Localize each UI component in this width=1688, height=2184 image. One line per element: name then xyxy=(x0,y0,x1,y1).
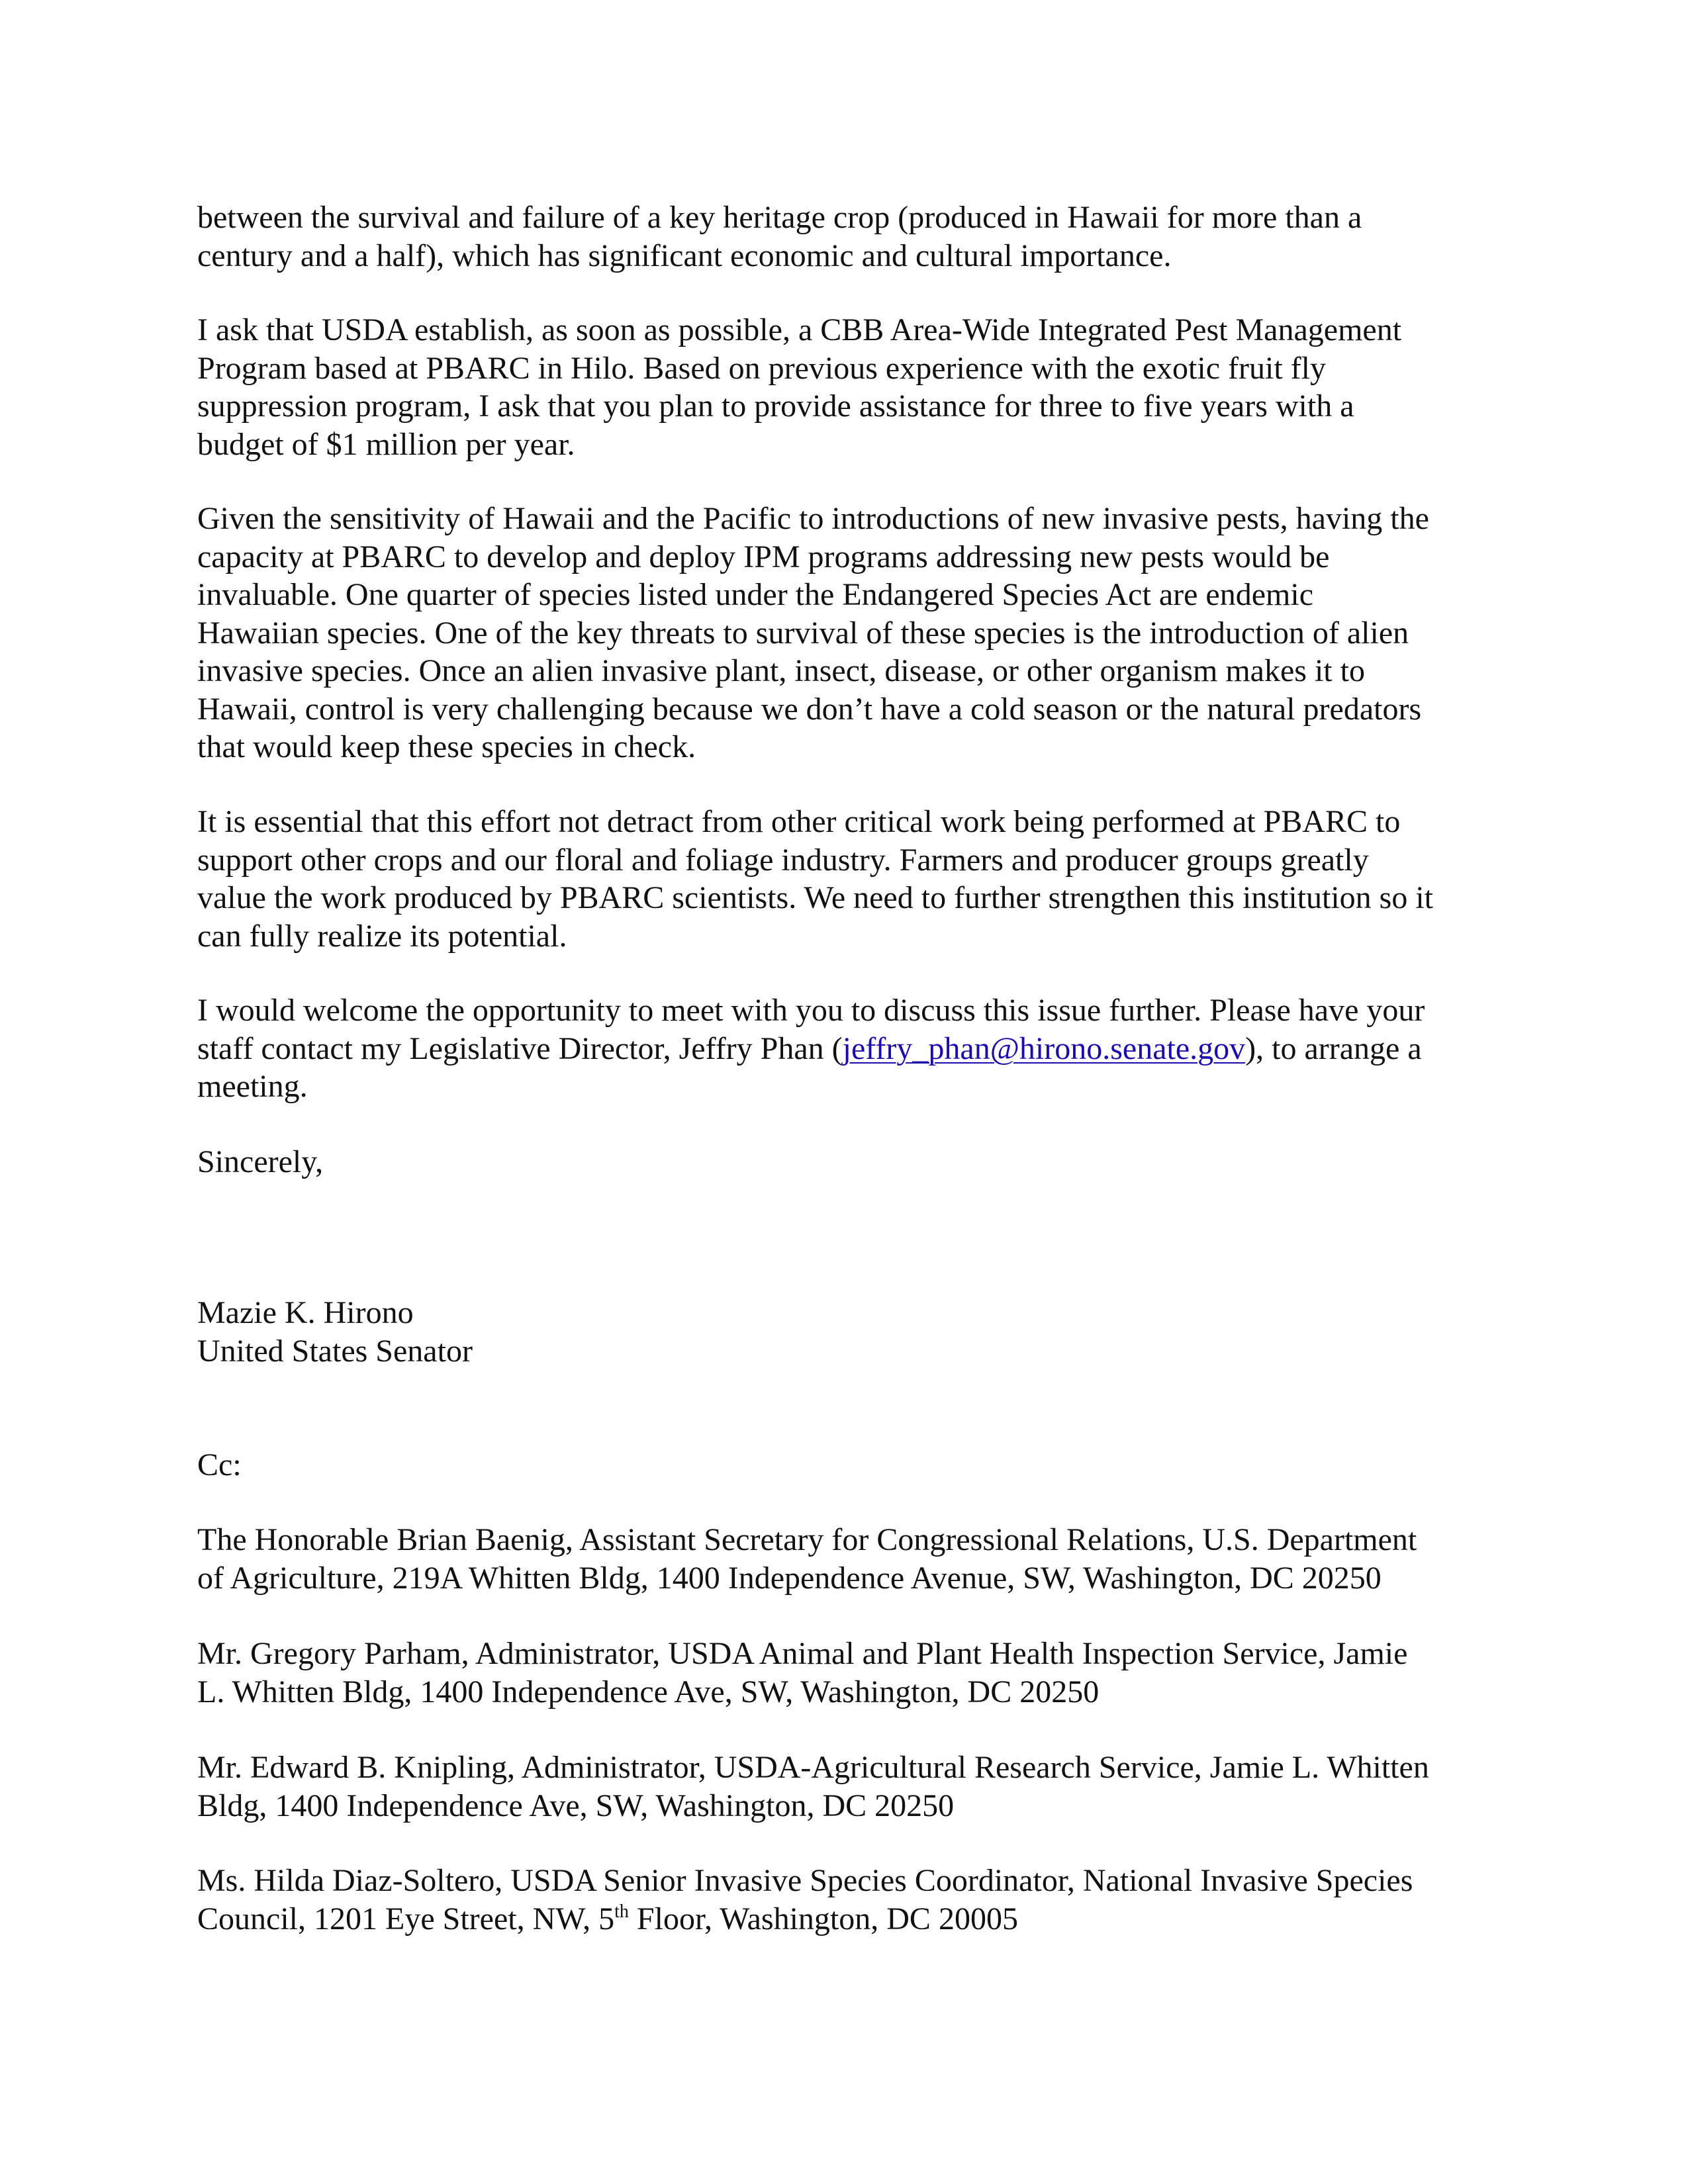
signature-block xyxy=(197,1294,1495,1370)
text-line: invaluable. One quarter of species listed under the Endangered Species Act are endemic xyxy=(197,577,1313,612)
text-line: budget of $1 million per year. xyxy=(197,426,575,462)
text-line: value the work produced by PBARC scientists. We need to further strengthen this institution so it xyxy=(197,880,1434,915)
text-line: Program based at PBARC in Hilo. Based on previous experience with the exotic fruit fly xyxy=(197,350,1326,386)
text-line: Mr. Edward B. Knipling, Administrator, USDA-Agricultural Research Service, Jamie L. Whitten xyxy=(197,1750,1429,1785)
cc-label-text: Cc: xyxy=(197,1447,242,1482)
text-line: century and a half), which has significant economic and cultural importance. xyxy=(197,238,1172,273)
text-line-with-superscript xyxy=(197,1900,1495,1938)
text-line: Mr. Gregory Parham, Administrator, USDA Animal and Plant Health Inspection Service, Jamie xyxy=(197,1636,1408,1671)
paragraph-meeting-request xyxy=(197,991,1495,1106)
text-line: capacity at PBARC to develop and deploy IPM programs addressing new pests would be xyxy=(197,539,1330,574)
cc-recipient-baenig xyxy=(197,1521,1495,1597)
cc-recipient-parham xyxy=(197,1635,1495,1711)
closing-text: Sincerely, xyxy=(197,1144,324,1179)
cc-recipient-diaz-soltero xyxy=(197,1862,1495,1938)
text-line: meeting. xyxy=(197,1069,308,1104)
superscript: th xyxy=(614,1901,629,1922)
text-line: The Honorable Brian Baenig, Assistant Secretary for Congressional Relations, U.S. Department xyxy=(197,1522,1417,1557)
text-segment: ), to arrange a xyxy=(1245,1030,1422,1066)
text-line: Hawaii, control is very challenging because we don’t have a cold season or the natural predators xyxy=(197,691,1422,727)
text-line: can fully realize its potential. xyxy=(197,918,567,954)
text-line: support other crops and our floral and foliage industry. Farmers and producer groups greatly xyxy=(197,842,1369,878)
text-line-with-email xyxy=(197,1030,1495,1068)
paragraph-ipm-request xyxy=(197,311,1495,463)
cc-recipient-knipling xyxy=(197,1749,1495,1825)
closing xyxy=(197,1143,1495,1181)
email-link[interactable]: jeffry_phan@hirono.senate.gov xyxy=(842,1030,1246,1066)
text-line: Ms. Hilda Diaz-Soltero, USDA Senior Invasive Species Coordinator, National Invasive Species xyxy=(197,1863,1413,1898)
signer-name: Mazie K. Hirono xyxy=(197,1295,414,1330)
text-line: that would keep these species in check. xyxy=(197,729,696,764)
signer-title: United States Senator xyxy=(197,1333,473,1369)
text-line: between the survival and failure of a key heritage crop (produced in Hawaii for more than a xyxy=(197,200,1362,235)
text-line: I ask that USDA establish, as soon as possible, a CBB Area-Wide Integrated Pest Management xyxy=(197,312,1402,347)
paragraph-invasive-sensitivity xyxy=(197,500,1495,766)
text-segment: staff contact my Legislative Director, Jeffry Phan ( xyxy=(197,1030,843,1066)
text-line: I would welcome the opportunity to meet with you to discuss this issue further. Please have your xyxy=(197,993,1425,1028)
cc-label xyxy=(197,1446,1495,1484)
text-line: suppression program, I ask that you plan to provide assistance for three to five years with a xyxy=(197,388,1354,424)
text-line: L. Whitten Bldg, 1400 Independence Ave, SW, Washington, DC 20250 xyxy=(197,1674,1100,1709)
text-segment: Council, 1201 Eye Street, NW, 5 xyxy=(197,1901,615,1936)
text-line: Given the sensitivity of Hawaii and the Pacific to introductions of new invasive pests, having the xyxy=(197,501,1429,536)
text-line: It is essential that this effort not detract from other critical work being performed at PBARC to xyxy=(197,804,1401,839)
text-line: Hawaiian species. One of the key threats to survival of these species is the introduction of alien xyxy=(197,615,1409,651)
text-segment: Floor, Washington, DC 20005 xyxy=(628,1901,1018,1936)
paragraph-crop-importance xyxy=(197,199,1495,275)
paragraph-pbarc-work xyxy=(197,803,1495,955)
text-line: Bldg, 1400 Independence Ave, SW, Washington, DC 20250 xyxy=(197,1788,955,1823)
text-line: invasive species. Once an alien invasive plant, insect, disease, or other organism makes it to xyxy=(197,653,1365,688)
text-line: of Agriculture, 219A Whitten Bldg, 1400 Independence Avenue, SW, Washington, DC 20250 xyxy=(197,1560,1382,1596)
